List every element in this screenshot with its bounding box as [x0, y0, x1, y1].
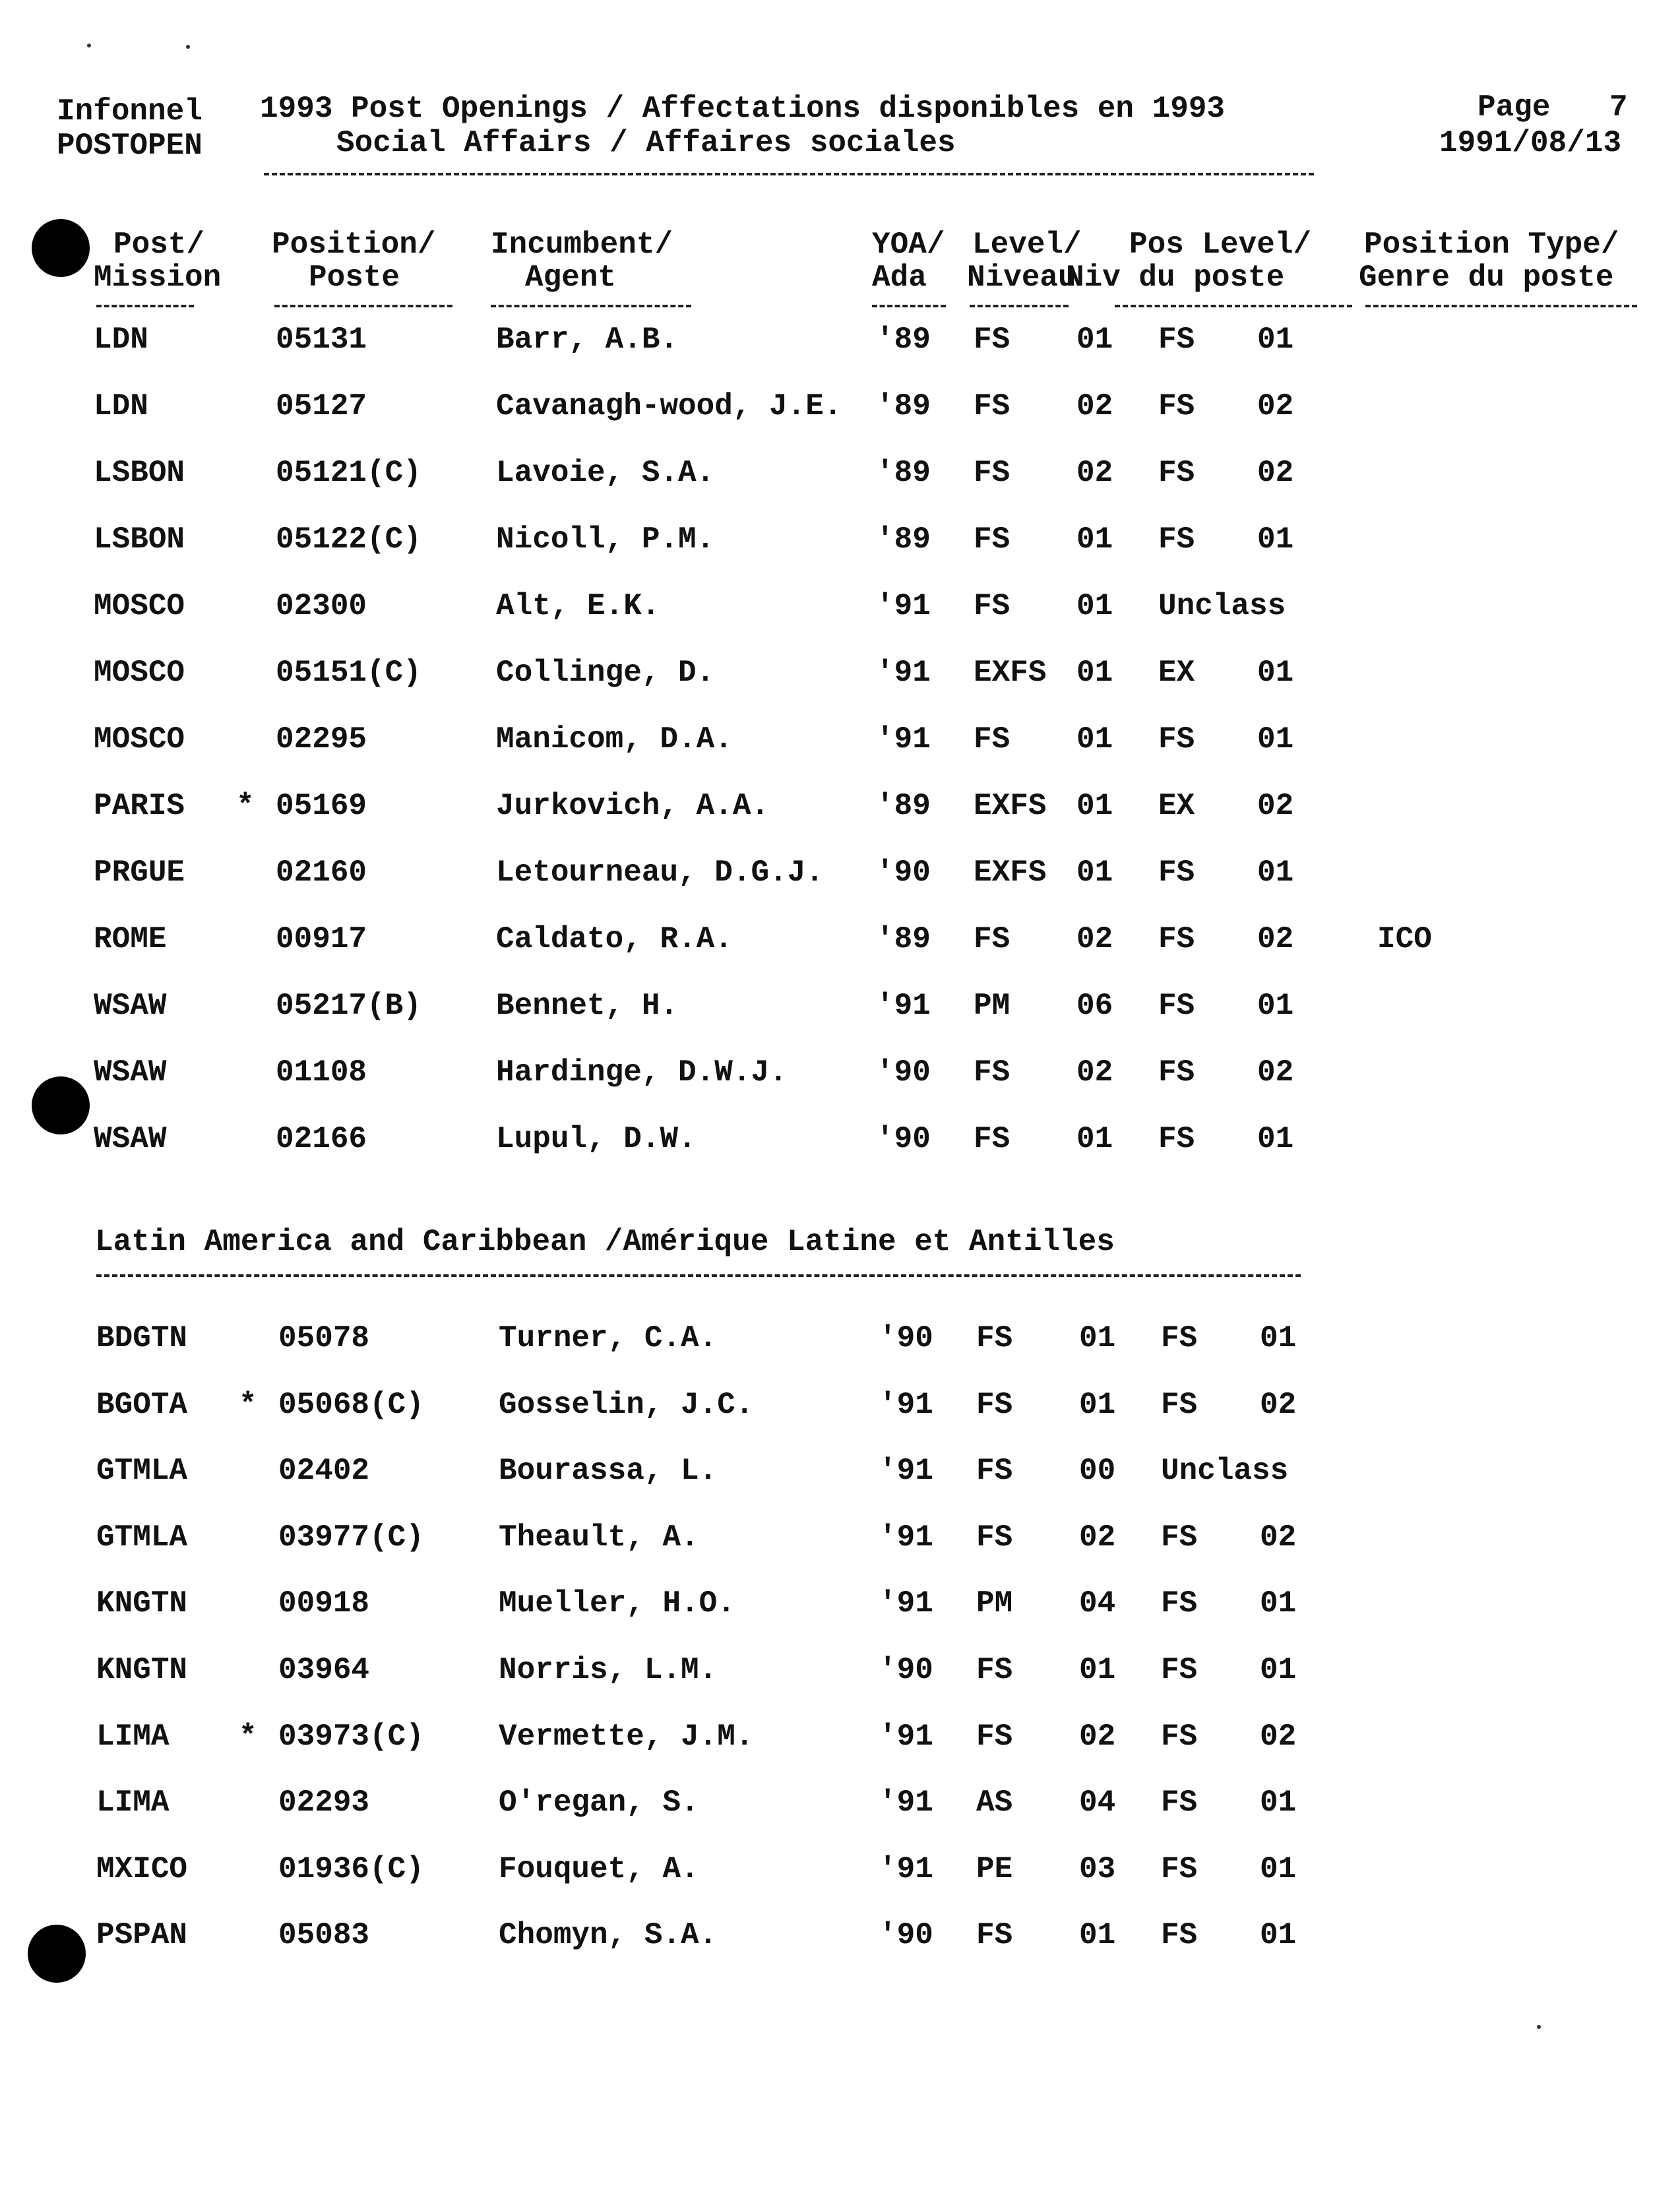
cell-pos-n: 01: [1260, 1785, 1297, 1820]
cell-lvl: FS: [974, 522, 1011, 557]
cell-pos-lvl: FS: [1158, 989, 1195, 1023]
cell-position: 01108: [276, 1055, 367, 1090]
cell-post: WSAW: [94, 1055, 167, 1090]
cell-lvl: FS: [974, 323, 1011, 357]
cell-position: 00918: [278, 1586, 370, 1621]
cell-pos-lvl: FS: [1158, 522, 1195, 557]
cell-lvl-n: 01: [1076, 522, 1113, 557]
cell-incumbent: Lupul, D.W.: [496, 1122, 697, 1156]
table-row: [0, 724, 1680, 764]
cell-incumbent: Turner, C.A.: [499, 1321, 718, 1355]
cell-yoa: '90: [879, 1918, 933, 1953]
cell-lvl-n: 01: [1079, 1387, 1116, 1422]
report-code: POSTOPEN: [57, 129, 202, 163]
cell-pos-lvl: FS: [1158, 922, 1195, 956]
cell-lvl: EXFS: [974, 789, 1047, 823]
cell-incumbent: Bennet, H.: [496, 989, 679, 1023]
cell-incumbent: Letourneau, D.G.J.: [496, 855, 824, 890]
cell-yoa: '91: [879, 1719, 933, 1754]
cell-pos-lvl: FS: [1158, 1122, 1195, 1156]
cell-lvl: FS: [974, 1055, 1011, 1090]
cell-lvl-n: 03: [1079, 1851, 1116, 1886]
cell-incumbent: Chomyn, S.A.: [499, 1918, 718, 1953]
cell-pos-lvl: FS: [1161, 1586, 1198, 1621]
cell-post: BDGTN: [96, 1321, 188, 1355]
cell-position: 05151(C): [276, 656, 421, 690]
col-post-line2: Mission: [94, 261, 222, 295]
cell-pos-n: 01: [1260, 1321, 1297, 1355]
cell-post: MOSCO: [94, 589, 185, 623]
cell-pos-lvl: FS: [1161, 1520, 1198, 1555]
cell-post: KNGTN: [96, 1653, 188, 1687]
cell-lvl: FS: [976, 1454, 1013, 1489]
cell-position: 05127: [276, 389, 367, 423]
scan-speck: [87, 44, 91, 47]
cell-post: MOSCO: [94, 722, 185, 757]
cell-position: 03973(C): [278, 1719, 424, 1754]
cell-position: 05068(C): [278, 1387, 424, 1422]
cell-yoa: '91: [879, 1851, 933, 1886]
col-pos-level-underline: [1115, 305, 1352, 307]
cell-pos-n: 02: [1257, 789, 1294, 823]
col-incumbent-underline: [491, 305, 691, 307]
cell-position: 05078: [278, 1321, 370, 1355]
cell-lvl-n: 02: [1076, 1055, 1113, 1090]
cell-lvl-n: 01: [1076, 323, 1113, 357]
cell-position: 05131: [276, 323, 367, 357]
cell-post: LSBON: [94, 522, 185, 557]
cell-position: 05169: [276, 789, 367, 823]
cell-yoa: '91: [879, 1785, 933, 1820]
section-title-underline: [96, 1274, 1301, 1277]
cell-position: 05121(C): [276, 456, 421, 490]
col-pos-level-line1: Pos Level/: [1129, 228, 1312, 262]
col-level-line2: Niveau: [967, 261, 1076, 295]
cell-incumbent: Caldato, R.A.: [496, 922, 733, 956]
table-row: [0, 458, 1680, 497]
cell-lvl-n: 01: [1076, 722, 1113, 757]
cell-pos-lvl: FS: [1161, 1653, 1198, 1687]
cell-lvl-n: 01: [1076, 789, 1113, 823]
cell-pos-lvl: FS: [1158, 389, 1195, 423]
cell-post: LIMA: [96, 1719, 170, 1754]
cell-lvl: FS: [976, 1520, 1013, 1555]
cell-lvl: FS: [976, 1321, 1013, 1355]
cell-post: LIMA: [96, 1785, 170, 1820]
punch-hole-top: [32, 219, 90, 277]
table-row: [0, 857, 1680, 897]
cell-post: LDN: [94, 323, 148, 357]
cell-pos-lvl: Unclass: [1161, 1454, 1289, 1489]
col-post-line1: Post/: [113, 228, 205, 262]
table-row: [0, 991, 1680, 1030]
cell-yoa: '91: [876, 989, 931, 1023]
cell-pos-n: 01: [1257, 656, 1294, 690]
cell-yoa: '90: [876, 1055, 931, 1090]
cell-incumbent: Vermette, J.M.: [499, 1719, 754, 1754]
cell-lvl: FS: [976, 1918, 1013, 1953]
cell-post: KNGTN: [96, 1586, 188, 1621]
cell-star: *: [239, 1387, 257, 1422]
cell-lvl: FS: [976, 1387, 1013, 1422]
cell-lvl-n: 01: [1076, 589, 1113, 623]
col-level-underline: [970, 305, 1069, 307]
table-row: [0, 1920, 1680, 1960]
cell-pos-n: 01: [1257, 1122, 1294, 1156]
cell-incumbent: Bourassa, L.: [499, 1454, 718, 1489]
cell-yoa: '89: [876, 323, 931, 357]
cell-post: GTMLA: [96, 1454, 188, 1489]
cell-yoa: '89: [876, 522, 931, 557]
cell-lvl: FS: [974, 722, 1011, 757]
col-yoa-line1: YOA/: [872, 228, 945, 262]
cell-lvl: FS: [974, 589, 1011, 623]
cell-lvl: FS: [976, 1719, 1013, 1754]
cell-pos-n: 02: [1257, 1055, 1294, 1090]
table-row: [0, 1323, 1680, 1363]
table-row: [0, 1787, 1680, 1827]
section-title-latin-america: Latin America and Caribbean /Amérique Latine et Antilles: [95, 1225, 1115, 1259]
cell-pos-lvl: FS: [1161, 1387, 1198, 1422]
cell-lvl: FS: [974, 389, 1011, 423]
cell-incumbent: Cavanagh-wood, J.E.: [496, 389, 842, 423]
col-type-line2: Genre du poste: [1359, 261, 1614, 295]
cell-position: 02160: [276, 855, 367, 890]
cell-post: MXICO: [96, 1851, 188, 1886]
cell-position: 02293: [278, 1785, 370, 1820]
cell-pos-lvl: FS: [1161, 1321, 1198, 1355]
cell-yoa: '89: [876, 389, 931, 423]
cell-position: 01936(C): [278, 1851, 424, 1886]
cell-yoa: '91: [879, 1387, 933, 1422]
cell-lvl-n: 01: [1076, 1122, 1113, 1156]
cell-post: MOSCO: [94, 656, 185, 690]
cell-incumbent: Nicoll, P.M.: [496, 522, 715, 557]
cell-incumbent: Collinge, D.: [496, 656, 715, 690]
cell-pos-n: 01: [1257, 323, 1294, 357]
cell-lvl-n: 02: [1076, 922, 1113, 956]
cell-lvl-n: 04: [1079, 1785, 1116, 1820]
table-row: [0, 1456, 1680, 1495]
cell-lvl-n: 01: [1079, 1918, 1116, 1953]
cell-post: GTMLA: [96, 1520, 188, 1555]
cell-pos-lvl: FS: [1161, 1851, 1198, 1886]
cell-pos-n: 02: [1260, 1387, 1297, 1422]
report-title: 1993 Post Openings / Affectations disponibles en 1993: [260, 92, 1226, 126]
table-row: [0, 1124, 1680, 1164]
cell-post: BGOTA: [96, 1387, 188, 1422]
cell-lvl: PM: [974, 989, 1011, 1023]
cell-pos-n: 01: [1257, 989, 1294, 1023]
cell-incumbent: Jurkovich, A.A.: [496, 789, 770, 823]
cell-incumbent: Theault, A.: [499, 1520, 699, 1555]
cell-lvl-n: 02: [1079, 1520, 1116, 1555]
cell-incumbent: Gosselin, J.C.: [499, 1387, 754, 1422]
cell-pos-n: 01: [1260, 1586, 1297, 1621]
table-row: [0, 591, 1680, 631]
cell-yoa: '91: [879, 1454, 933, 1489]
page-number: 7: [1609, 90, 1628, 125]
col-type-underline: [1365, 305, 1637, 307]
cell-position: 05122(C): [276, 522, 421, 557]
cell-star: *: [239, 1719, 257, 1754]
system-name: Infonnel: [57, 94, 202, 129]
cell-lvl: FS: [976, 1653, 1013, 1687]
cell-pos-lvl: FS: [1161, 1719, 1198, 1754]
table-row: [0, 1719, 1680, 1761]
cell-post: PARIS: [94, 789, 185, 823]
cell-position: 00917: [276, 922, 367, 956]
cell-lvl-n: 01: [1076, 855, 1113, 890]
col-position-underline: [274, 305, 452, 307]
cell-post: PSPAN: [96, 1918, 188, 1953]
cell-incumbent: Norris, L.M.: [499, 1653, 718, 1687]
cell-position: 03977(C): [278, 1520, 424, 1555]
cell-yoa: '89: [876, 789, 931, 823]
table-row: [0, 524, 1680, 564]
cell-position: 03964: [278, 1653, 370, 1687]
cell-pos-n: 01: [1257, 522, 1294, 557]
cell-pos-lvl: FS: [1161, 1785, 1198, 1820]
cell-lvl-n: 02: [1079, 1719, 1116, 1754]
cell-lvl-n: 01: [1076, 656, 1113, 690]
cell-pos-lvl: FS: [1158, 855, 1195, 890]
cell-position: 02166: [276, 1122, 367, 1156]
cell-yoa: '90: [879, 1653, 933, 1687]
cell-lvl: FS: [974, 922, 1011, 956]
table-row: [0, 1588, 1680, 1628]
cell-lvl: EXFS: [974, 656, 1047, 690]
table-row: [0, 1522, 1680, 1562]
col-position-line2: Poste: [309, 261, 400, 295]
table-row: [0, 325, 1680, 364]
cell-lvl-n: 06: [1076, 989, 1113, 1023]
cell-position: 02402: [278, 1454, 370, 1489]
cell-post: WSAW: [94, 1122, 167, 1156]
cell-pos-n: 01: [1257, 855, 1294, 890]
cell-position: 05083: [278, 1918, 370, 1953]
scan-speck: [186, 45, 190, 49]
cell-pos-lvl: FS: [1158, 323, 1195, 357]
cell-incumbent: Barr, A.B.: [496, 323, 679, 357]
cell-pos-n: 02: [1257, 922, 1294, 956]
cell-yoa: '90: [879, 1321, 933, 1355]
cell-position: 02300: [276, 589, 367, 623]
col-yoa-line2: Ada: [872, 261, 927, 295]
cell-lvl-n: 04: [1079, 1586, 1116, 1621]
cell-pos-n: 02: [1260, 1520, 1297, 1555]
cell-incumbent: Lavoie, S.A.: [496, 456, 715, 490]
col-incumbent-line2: Agent: [525, 261, 617, 295]
cell-post: LDN: [94, 389, 148, 423]
table-row: [0, 924, 1680, 964]
col-yoa-underline: [872, 305, 946, 307]
cell-pos-lvl: EX: [1158, 789, 1195, 823]
cell-pos-n: 01: [1260, 1653, 1297, 1687]
cell-incumbent: Alt, E.K.: [496, 589, 660, 623]
cell-incumbent: Hardinge, D.W.J.: [496, 1055, 788, 1090]
table-row: [0, 658, 1680, 697]
cell-post: LSBON: [94, 456, 185, 490]
cell-type: ICO: [1377, 922, 1432, 956]
cell-pos-n: 01: [1260, 1851, 1297, 1886]
cell-incumbent: Mueller, H.O.: [499, 1586, 735, 1621]
cell-lvl-n: 01: [1079, 1653, 1116, 1687]
cell-pos-lvl: FS: [1158, 722, 1195, 757]
col-position-line1: Position/: [272, 228, 436, 262]
cell-yoa: '89: [876, 456, 931, 490]
col-incumbent-line1: Incumbent/: [491, 228, 673, 262]
cell-lvl: PM: [976, 1586, 1013, 1621]
report-subtitle: Social Affairs / Affaires sociales: [336, 126, 956, 160]
cell-pos-lvl: Unclass: [1158, 589, 1286, 623]
cell-pos-lvl: EX: [1158, 656, 1195, 690]
cell-post: ROME: [94, 922, 167, 956]
table-row: [0, 791, 1680, 830]
cell-pos-lvl: FS: [1158, 456, 1195, 490]
cell-yoa: '90: [876, 855, 931, 890]
header-underline: [264, 173, 1314, 175]
table-row: [0, 1851, 1680, 1894]
cell-lvl-n: 00: [1079, 1454, 1116, 1489]
table-row: [0, 1655, 1680, 1694]
cell-lvl: EXFS: [974, 855, 1047, 890]
cell-position: 02295: [276, 722, 367, 757]
cell-lvl: FS: [974, 1122, 1011, 1156]
cell-pos-lvl: FS: [1158, 1055, 1195, 1090]
cell-pos-n: 02: [1260, 1719, 1297, 1754]
cell-yoa: '91: [876, 722, 931, 757]
cell-pos-n: 02: [1257, 389, 1294, 423]
col-post-underline: [96, 305, 194, 307]
cell-pos-n: 02: [1257, 456, 1294, 490]
cell-yoa: '91: [876, 589, 931, 623]
cell-post: PRGUE: [94, 855, 185, 890]
cell-lvl: AS: [976, 1785, 1013, 1820]
cell-lvl: PE: [976, 1851, 1013, 1886]
cell-incumbent: Manicom, D.A.: [496, 722, 733, 757]
cell-yoa: '89: [876, 922, 931, 956]
table-row: [0, 1057, 1680, 1097]
col-pos-level-line2: Niv du poste: [1066, 261, 1285, 295]
report-date: 1991/08/13: [1439, 126, 1622, 160]
cell-yoa: '91: [876, 656, 931, 690]
cell-yoa: '91: [879, 1520, 933, 1555]
table-row: [0, 391, 1680, 431]
page-label: Page: [1478, 90, 1551, 125]
col-level-line1: Level/: [972, 228, 1082, 262]
cell-position: 05217(B): [276, 989, 421, 1023]
cell-incumbent: Fouquet, A.: [499, 1851, 699, 1886]
scan-speck: [1537, 2025, 1541, 2029]
cell-lvl-n: 02: [1076, 456, 1113, 490]
cell-yoa: '91: [879, 1586, 933, 1621]
cell-yoa: '90: [876, 1122, 931, 1156]
cell-star: *: [236, 789, 255, 823]
cell-lvl: FS: [974, 456, 1011, 490]
cell-post: WSAW: [94, 989, 167, 1023]
cell-lvl-n: 02: [1076, 389, 1113, 423]
cell-incumbent: O'regan, S.: [499, 1785, 699, 1820]
cell-pos-n: 01: [1257, 722, 1294, 757]
cell-pos-n: 01: [1260, 1918, 1297, 1953]
col-type-line1: Position Type/: [1364, 228, 1619, 262]
table-row: [0, 1387, 1680, 1429]
cell-lvl-n: 01: [1079, 1321, 1116, 1355]
cell-pos-lvl: FS: [1161, 1918, 1198, 1953]
